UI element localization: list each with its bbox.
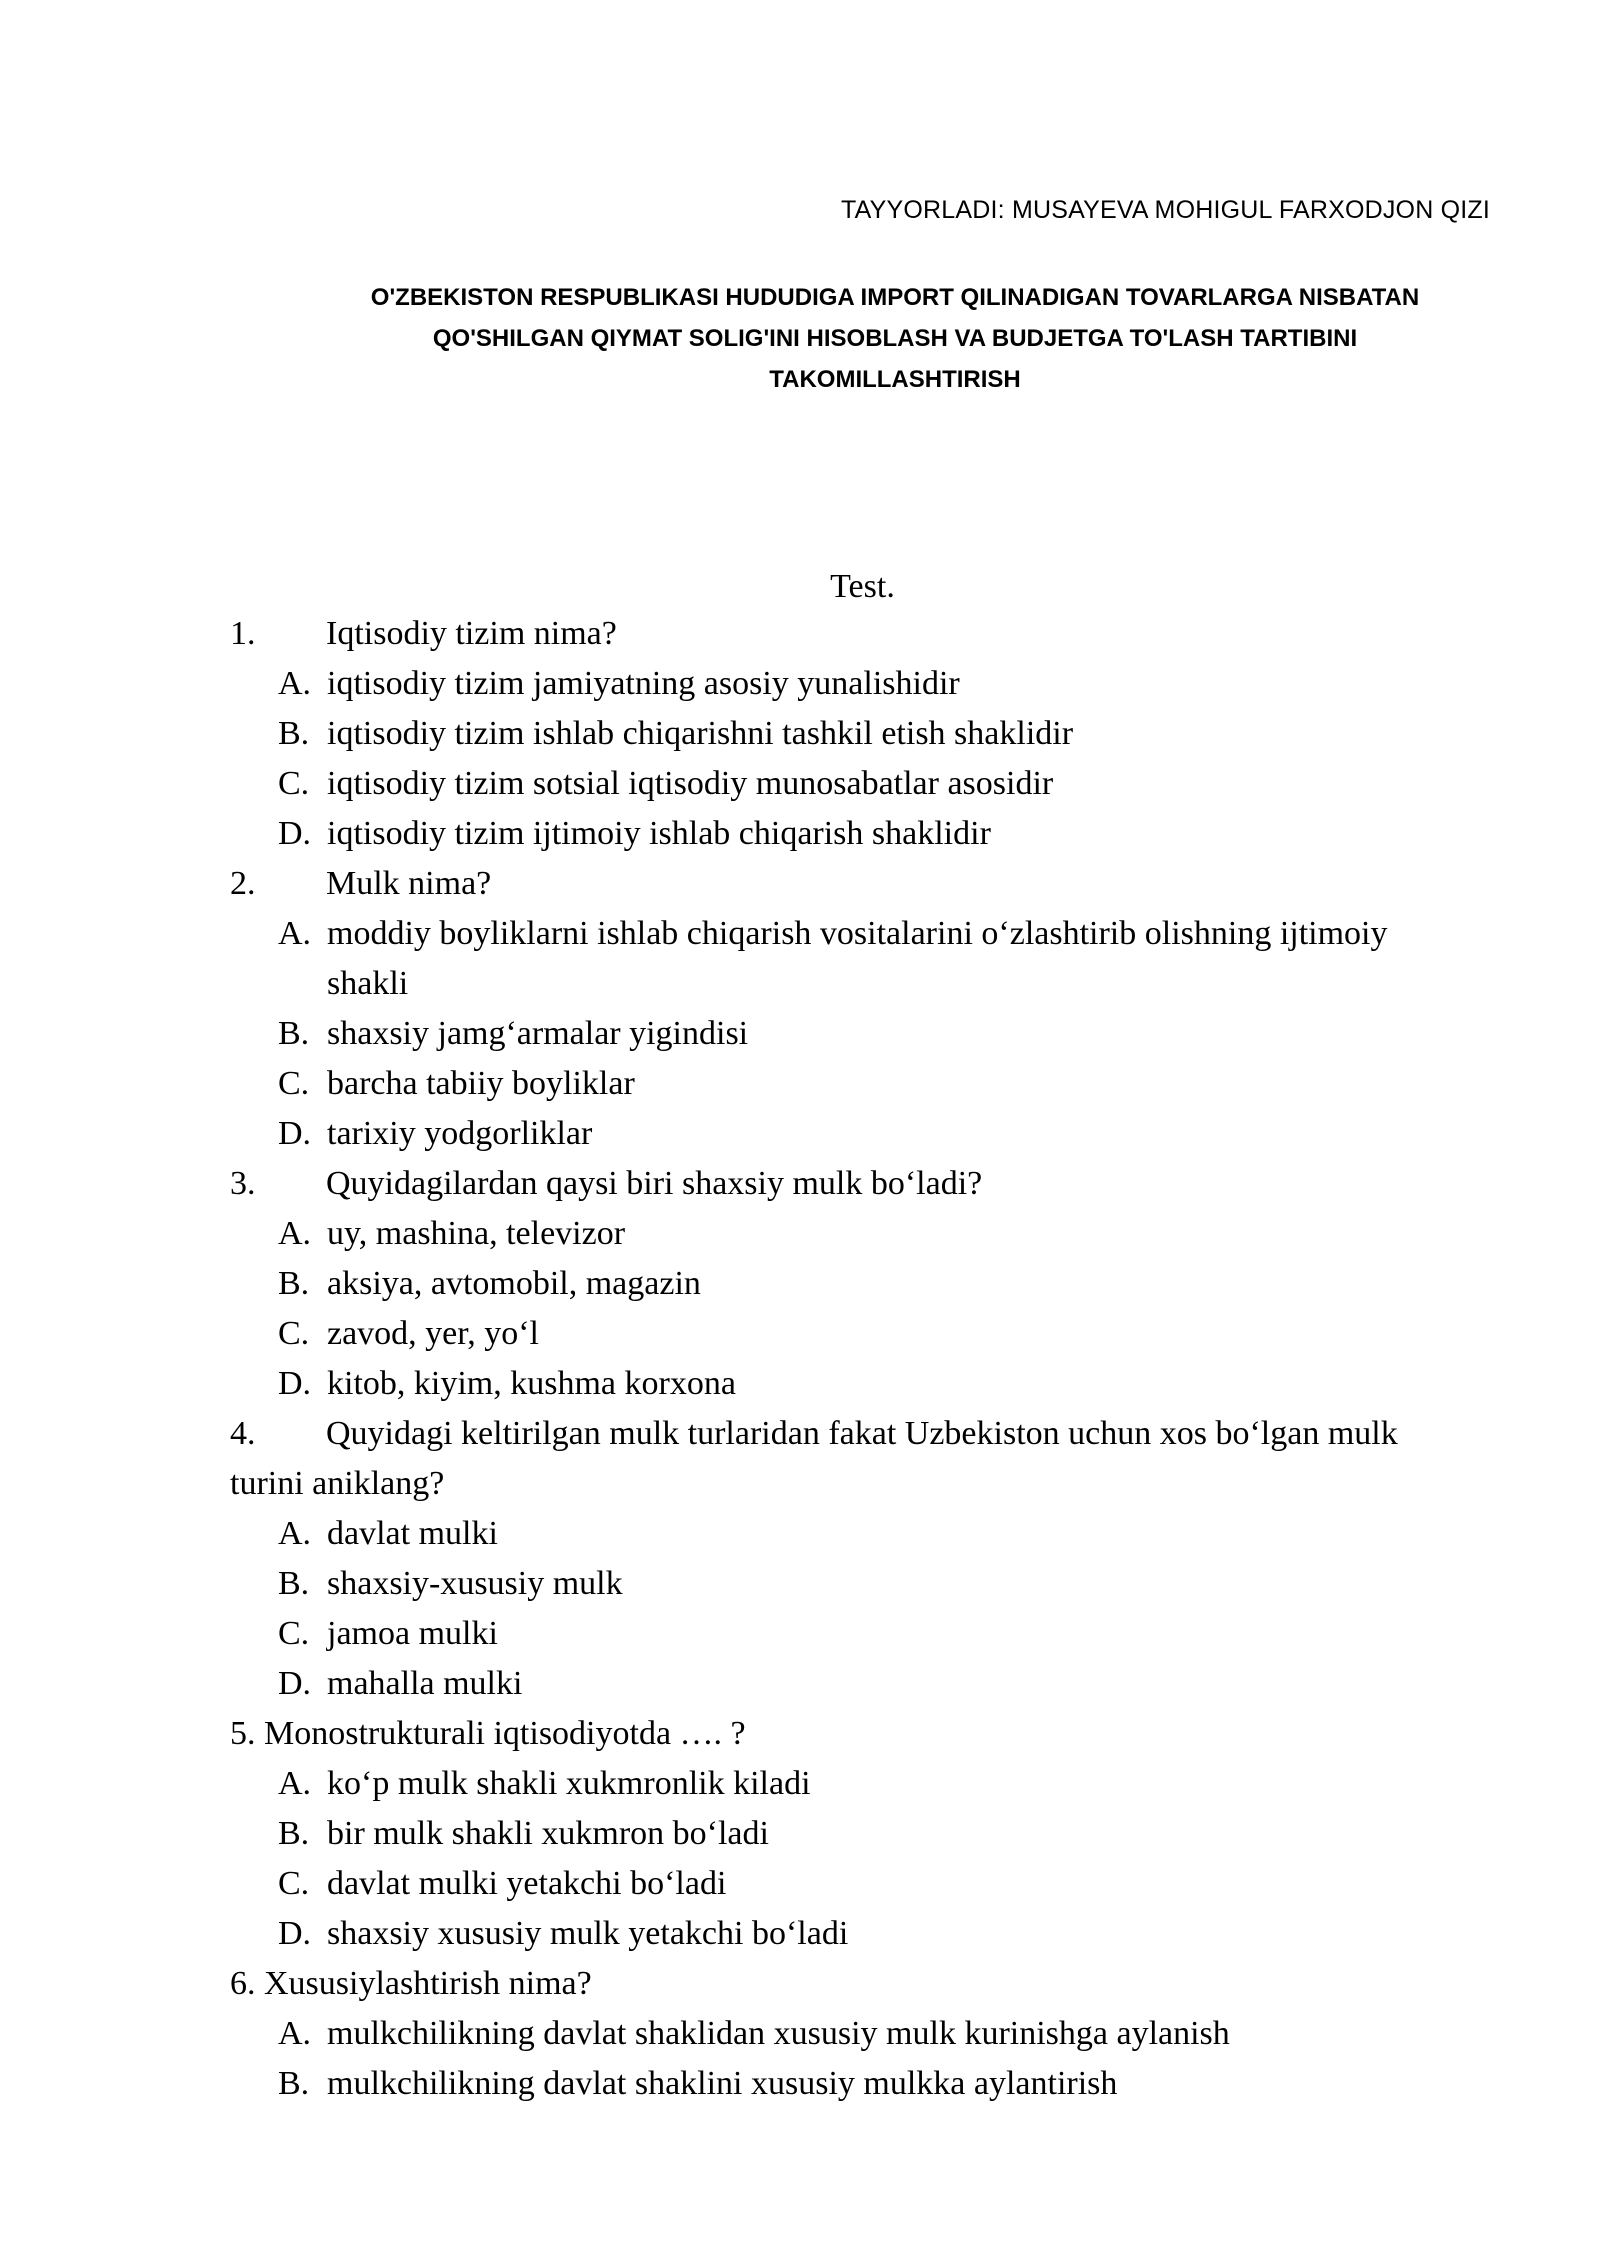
option-4b: [230, 1559, 1470, 1609]
option-text: shaxsiy xususiy mulk yetakchi bo‘ladi: [327, 1915, 849, 1952]
option-5d: [230, 1909, 1470, 1959]
option-4c: [230, 1609, 1470, 1659]
option-3c: [230, 1309, 1470, 1359]
option-text: davlat mulki yetakchi bo‘ladi: [327, 1865, 727, 1902]
option-1a: [230, 659, 1470, 709]
option-text: zavod, yer, yo‘l: [327, 1315, 540, 1352]
option-5a: [230, 1759, 1470, 1809]
option-text: tarixiy yodgorliklar: [327, 1115, 593, 1152]
option-text: iqtisodiy tizim ijtimoiy ishlab chiqarish shaklidir: [327, 815, 991, 852]
question-text: Quyidagi keltirilgan mulk turlaridan fakat Uzbekiston uchun xos bo‘lgan mulk turini aniklang?: [230, 1415, 1398, 1502]
option-4d: [230, 1659, 1470, 1709]
option-letter: B.: [278, 2065, 310, 2102]
question-1: [230, 609, 1470, 659]
document-title: [330, 277, 1460, 400]
option-1d: [230, 809, 1470, 859]
option-6b: [230, 2059, 1470, 2109]
question-3: [230, 1159, 1470, 1209]
option-4a: [230, 1509, 1470, 1559]
option-letter: A.: [278, 1515, 312, 1552]
option-text: ko‘p mulk shakli xukmronlik kiladi: [327, 1765, 811, 1802]
option-letter: D.: [278, 1665, 312, 1702]
option-3a: [230, 1209, 1470, 1259]
question-text: Monostrukturali iqtisodiyotda …. ?: [264, 1715, 746, 1752]
option-text: moddiy boyliklarni ishlab chiqarish vositalarini o‘zlashtirib olishning ijtimoiy shakli: [327, 915, 1388, 1002]
title-line: O'ZBEKISTON RESPUBLIKASI HUDUDIGA IMPORT QILINADIGAN TOVARLARGA NISBATAN: [370, 284, 1420, 311]
option-text: iqtisodiy tizim sotsial iqtisodiy munosabatlar asosidir: [327, 765, 1054, 802]
option-letter: B.: [278, 1015, 310, 1052]
option-letter: B.: [278, 1815, 310, 1852]
option-text: uy, mashina, televizor: [327, 1215, 626, 1252]
option-2c: [230, 1059, 1470, 1109]
question-2: [230, 859, 1470, 909]
option-text: iqtisodiy tizim ishlab chiqarishni tashkil etish shaklidir: [327, 715, 1074, 752]
author-line: TAYYORLADI: MUSAYEVA MOHIGUL FARXODJON QIZI: [841, 196, 1490, 224]
option-letter: A.: [278, 1765, 312, 1802]
option-letter: A.: [278, 2015, 312, 2052]
question-5: [230, 1709, 1470, 1759]
question-number: 3.: [230, 1165, 256, 1202]
question-text: Quyidagilardan qaysi biri shaxsiy mulk bo‘ladi?: [326, 1165, 983, 1202]
option-letter: C.: [278, 1615, 310, 1652]
option-letter: B.: [278, 1565, 310, 1602]
option-letter: C.: [278, 765, 310, 802]
option-text: bir mulk shakli xukmron bo‘ladi: [327, 1815, 769, 1852]
option-letter: A.: [278, 665, 312, 702]
question-number: 5.: [230, 1715, 256, 1752]
option-letter: D.: [278, 815, 312, 852]
option-letter: B.: [278, 715, 310, 752]
option-letter: A.: [278, 1215, 312, 1252]
option-text: shaxsiy-xususiy mulk: [327, 1565, 623, 1602]
option-text: davlat mulki: [327, 1515, 498, 1552]
option-1c: [230, 759, 1470, 809]
question-list: [230, 609, 1470, 2109]
option-text: aksiya, avtomobil, magazin: [327, 1265, 701, 1302]
option-letter: C.: [278, 1315, 310, 1352]
option-letter: D.: [278, 1915, 312, 1952]
option-text: mahalla mulki: [327, 1665, 523, 1702]
question-text: Mulk nima?: [326, 865, 492, 902]
question-text: Iqtisodiy tizim nima?: [326, 615, 617, 652]
question-text: Xususiylashtirish nima?: [264, 1965, 592, 2002]
option-2a: [230, 909, 1470, 1009]
option-letter: C.: [278, 1065, 310, 1102]
question-6: [230, 1959, 1470, 2009]
option-letter: D.: [278, 1115, 312, 1152]
option-text: jamoa mulki: [327, 1615, 498, 1652]
question-number: 6.: [230, 1965, 256, 2002]
option-text: barcha tabiiy boyliklar: [327, 1065, 635, 1102]
option-2d: [230, 1109, 1470, 1159]
question-number: 2.: [230, 865, 256, 902]
test-heading: Test.: [830, 568, 895, 605]
option-5b: [230, 1809, 1470, 1859]
option-letter: B.: [278, 1265, 310, 1302]
question-number: 4.: [230, 1415, 256, 1452]
option-1b: [230, 709, 1470, 759]
option-3b: [230, 1259, 1470, 1309]
title-line: TAKOMILLASHTIRISH: [769, 366, 1021, 393]
option-3d: [230, 1359, 1470, 1409]
option-2b: [230, 1009, 1470, 1059]
option-text: mulkchilikning davlat shaklini xususiy mulkka aylantirish: [327, 2065, 1118, 2102]
title-line: QO'SHILGAN QIYMAT SOLIG'INI HISOBLASH VA BUDJETGA TO'LASH TARTIBINI: [432, 325, 1358, 352]
option-text: mulkchilikning davlat shaklidan xususiy mulk kurinishga aylanish: [327, 2015, 1230, 2052]
option-6a: [230, 2009, 1470, 2059]
option-letter: D.: [278, 1365, 312, 1402]
question-number: 1.: [230, 615, 256, 652]
question-4: [230, 1409, 1470, 1509]
option-text: iqtisodiy tizim jamiyatning asosiy yunalishidir: [327, 665, 960, 702]
option-5c: [230, 1859, 1470, 1909]
option-letter: C.: [278, 1865, 310, 1902]
option-text: shaxsiy jamg‘armalar yigindisi: [327, 1015, 749, 1052]
option-letter: A.: [278, 915, 312, 952]
option-text: kitob, kiyim, kushma korxona: [327, 1365, 736, 1402]
